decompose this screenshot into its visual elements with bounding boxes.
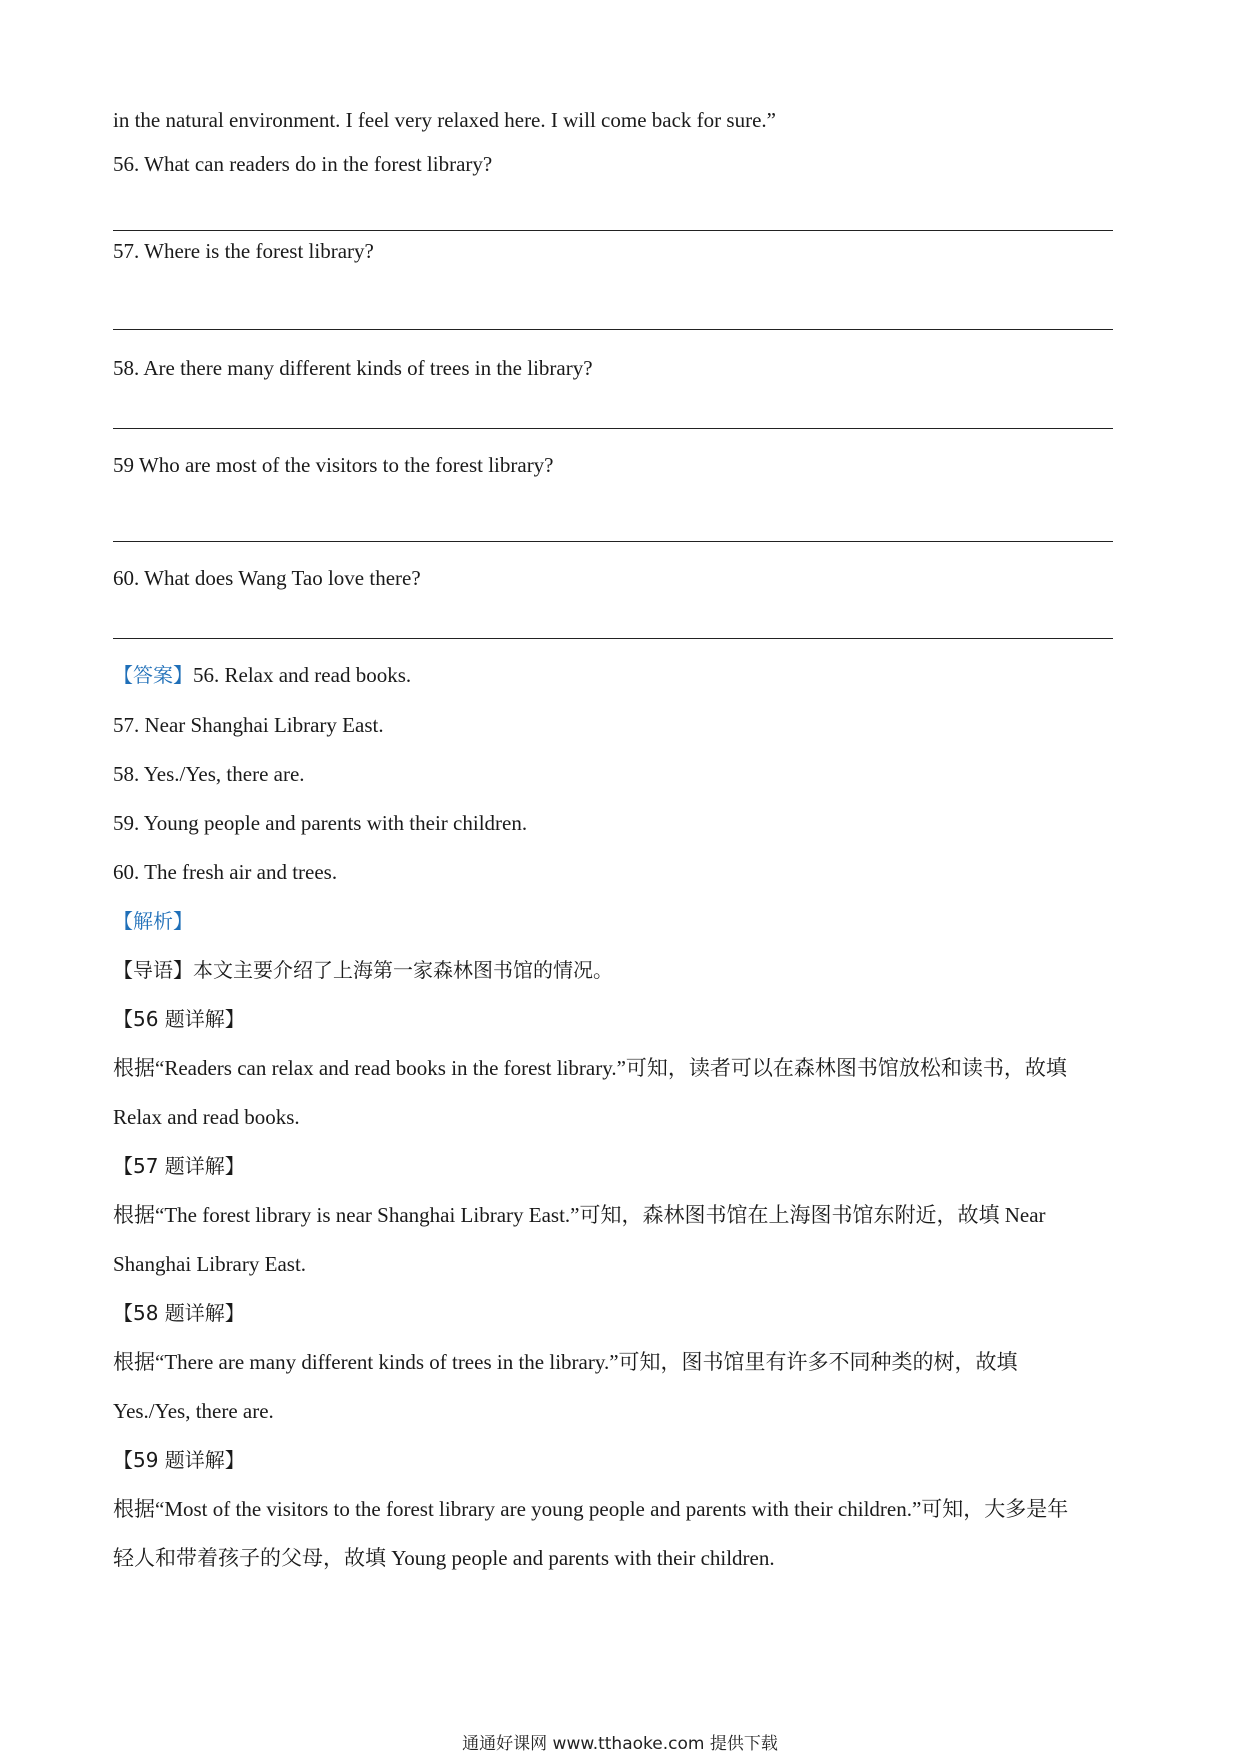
answer-item: 56. Relax and read books. bbox=[193, 663, 412, 687]
answer-line-57[interactable] bbox=[113, 329, 1113, 330]
analysis-tag: 【解析】 bbox=[113, 909, 193, 933]
answer-line-56[interactable] bbox=[113, 230, 1113, 231]
detail-text-56-line2: Relax and read books. bbox=[113, 1105, 300, 1129]
detail-heading-58: 【58 题详解】 bbox=[113, 1301, 245, 1325]
question-56: 56. What can readers do in the forest library? bbox=[113, 152, 493, 176]
answer-item: 60. The fresh air and trees. bbox=[113, 860, 338, 884]
question-59: 59 Who are most of the visitors to the forest library? bbox=[113, 453, 554, 477]
answer-line-59[interactable] bbox=[113, 541, 1113, 542]
page-footer: 通通好课网 www.tthaoke.com 提供下载 bbox=[462, 1734, 778, 1754]
detail-text-58-line1: 根据“There are many different kinds of trees in the library.”可知，图书馆里有许多不同种类的树，故填 bbox=[113, 1350, 1018, 1374]
answer-line-60[interactable] bbox=[113, 638, 1113, 639]
detail-heading-59: 【59 题详解】 bbox=[113, 1448, 245, 1472]
answer-item: 57. Near Shanghai Library East. bbox=[113, 713, 384, 737]
answer-line-58[interactable] bbox=[113, 428, 1113, 429]
passage-tail: in the natural environment. I feel very relaxed here. I will come back for sure.” bbox=[113, 108, 776, 132]
detail-heading-57: 【57 题详解】 bbox=[113, 1154, 245, 1178]
analysis-intro: 【导语】本文主要介绍了上海第一家森林图书馆的情况。 bbox=[113, 958, 613, 982]
detail-text-57-line1: 根据“The forest library is near Shanghai Library East.”可知，森林图书馆在上海图书馆东附近，故填 Near bbox=[113, 1203, 1046, 1227]
question-57: 57. Where is the forest library? bbox=[113, 239, 374, 263]
answer-block-first-line bbox=[113, 661, 1113, 689]
detail-text-57-line2: Shanghai Library East. bbox=[113, 1252, 307, 1276]
question-60: 60. What does Wang Tao love there? bbox=[113, 566, 421, 590]
detail-text-59-line1: 根据“Most of the visitors to the forest library are young people and parents with their children.”可知，大多是年 bbox=[113, 1497, 1069, 1521]
detail-heading-56: 【56 题详解】 bbox=[113, 1007, 245, 1031]
detail-text-58-line2: Yes./Yes, there are. bbox=[113, 1399, 274, 1423]
detail-text-56-line1: 根据“Readers can relax and read books in the forest library.”可知，读者可以在森林图书馆放松和读书，故填 bbox=[113, 1056, 1067, 1080]
detail-text-59-line2: 轻人和带着孩子的父母，故填 Young people and parents with their children. bbox=[113, 1546, 775, 1570]
answer-item: 58. Yes./Yes, there are. bbox=[113, 762, 305, 786]
answer-tag: 【答案】 bbox=[113, 663, 193, 687]
answer-item: 59. Young people and parents with their children. bbox=[113, 811, 528, 835]
question-58: 58. Are there many different kinds of trees in the library? bbox=[113, 356, 593, 380]
